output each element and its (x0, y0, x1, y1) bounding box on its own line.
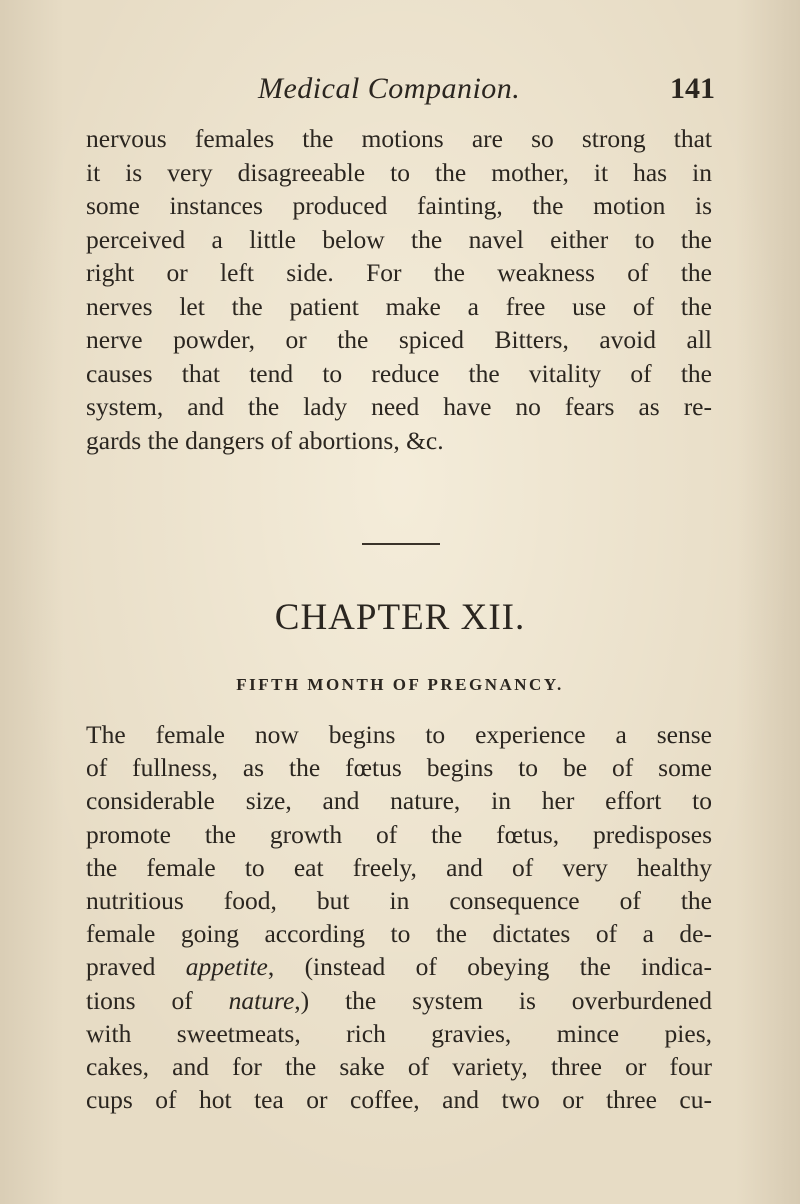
chapter-subtitle: FIFTH MONTH OF PREGNANCY. (236, 675, 564, 694)
text-line: female going according to the dictates of a de- (86, 919, 712, 949)
text-line: considerable size, and nature, in her effort to (86, 786, 712, 816)
text-line: cups of hot tea or coffee, and two or three cu- (86, 1085, 712, 1115)
text-run: ,) the system is overburdened (294, 985, 712, 1015)
text-line: system, and the lady need have no fears as re- (86, 392, 712, 421)
text-line: gards the dangers of abortions, &c. (86, 425, 444, 455)
text-line: some instances produced fainting, the motion is (86, 191, 712, 220)
section-divider (362, 543, 440, 545)
text-line: of fullness, as the fœtus begins to be of some (86, 753, 712, 783)
text-line (86, 984, 712, 1017)
text-line: with sweetmeats, rich gravies, mince pies, (86, 1018, 712, 1048)
italic-word: nature (228, 985, 295, 1015)
running-title: Medical Companion. (258, 72, 521, 105)
text-line: nerves let the patient make a free use of the (86, 291, 712, 321)
text-line: The female now begins to experience a sense (86, 720, 712, 749)
italic-word: appetite (185, 952, 268, 982)
text-line: promote the growth of the fœtus, predisposes (86, 819, 712, 849)
paragraph-continued (86, 122, 712, 457)
text-line: right or left side. For the weakness of the (86, 258, 712, 287)
text-line: nerve powder, or the spiced Bitters, avoid all (86, 325, 712, 354)
text-line (86, 950, 712, 983)
text-line: perceived a little below the navel either to the (86, 224, 712, 254)
text-line: cakes, and for the sake of variety, three or four (86, 1051, 712, 1081)
text-line: causes that tend to reduce the vitality of the (86, 358, 712, 388)
text-line: it is very disagreeable to the mother, it has in (86, 157, 712, 187)
text-line: the female to eat freely, and of very healthy (86, 852, 712, 882)
text-line: nervous females the motions are so strong that (86, 124, 712, 153)
chapter-body-paragraph (86, 718, 712, 1116)
page-header (0, 72, 800, 112)
text-run: tions of (86, 985, 229, 1015)
text-run: praved (86, 952, 186, 982)
page-number: 141 (670, 72, 715, 105)
text-run: , (instead of obeying the indica- (267, 952, 712, 982)
text-line: nutritious food, but in consequence of the (86, 885, 712, 915)
chapter-title: CHAPTER XII. (274, 597, 526, 638)
